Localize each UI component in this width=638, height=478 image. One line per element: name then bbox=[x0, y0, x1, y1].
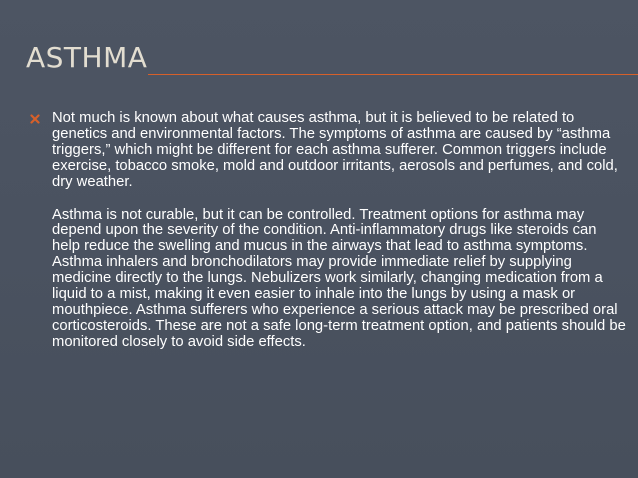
slide-body bbox=[30, 111, 628, 351]
slide-title: ASTHMA bbox=[26, 41, 148, 74]
bullet-paragraph-2: Asthma is not curable, but it can be controlled. Treatment options for asthma may depend upon the severity of the condition. Anti-inflammatory drugs like steroids can help reduce the swelling and mucus in the airways that lead to asthma symptoms. Asthma inhalers and bronchodilators may provide immediate relief by supplying medicine directly to the lungs. Nebulizers work similarly, changing medication from a liquid to a mist, making it even easier to inhale into the lungs by using a mask or mouthpiece. Asthma sufferers who experience a serious attack may be prescribed oral corticosteroids. These are not a safe long-term treatment option, and patients should be monitored closely to avoid side effects. bbox=[52, 206, 626, 350]
bullet-item bbox=[30, 111, 628, 351]
title-underline bbox=[148, 74, 638, 75]
bullet-paragraph-1: Not much is known about what causes asthma, but it is believed to be related to genetics and environmental factors. The symptoms of asthma are caused by “asthma triggers,” which might be different for each asthma sufferer. Common triggers include exercise, tobacco smoke, mold and outdoor irritants, aerosols and perfumes, and cold, dry weather. bbox=[52, 110, 618, 190]
x-bullet-icon bbox=[30, 111, 42, 127]
